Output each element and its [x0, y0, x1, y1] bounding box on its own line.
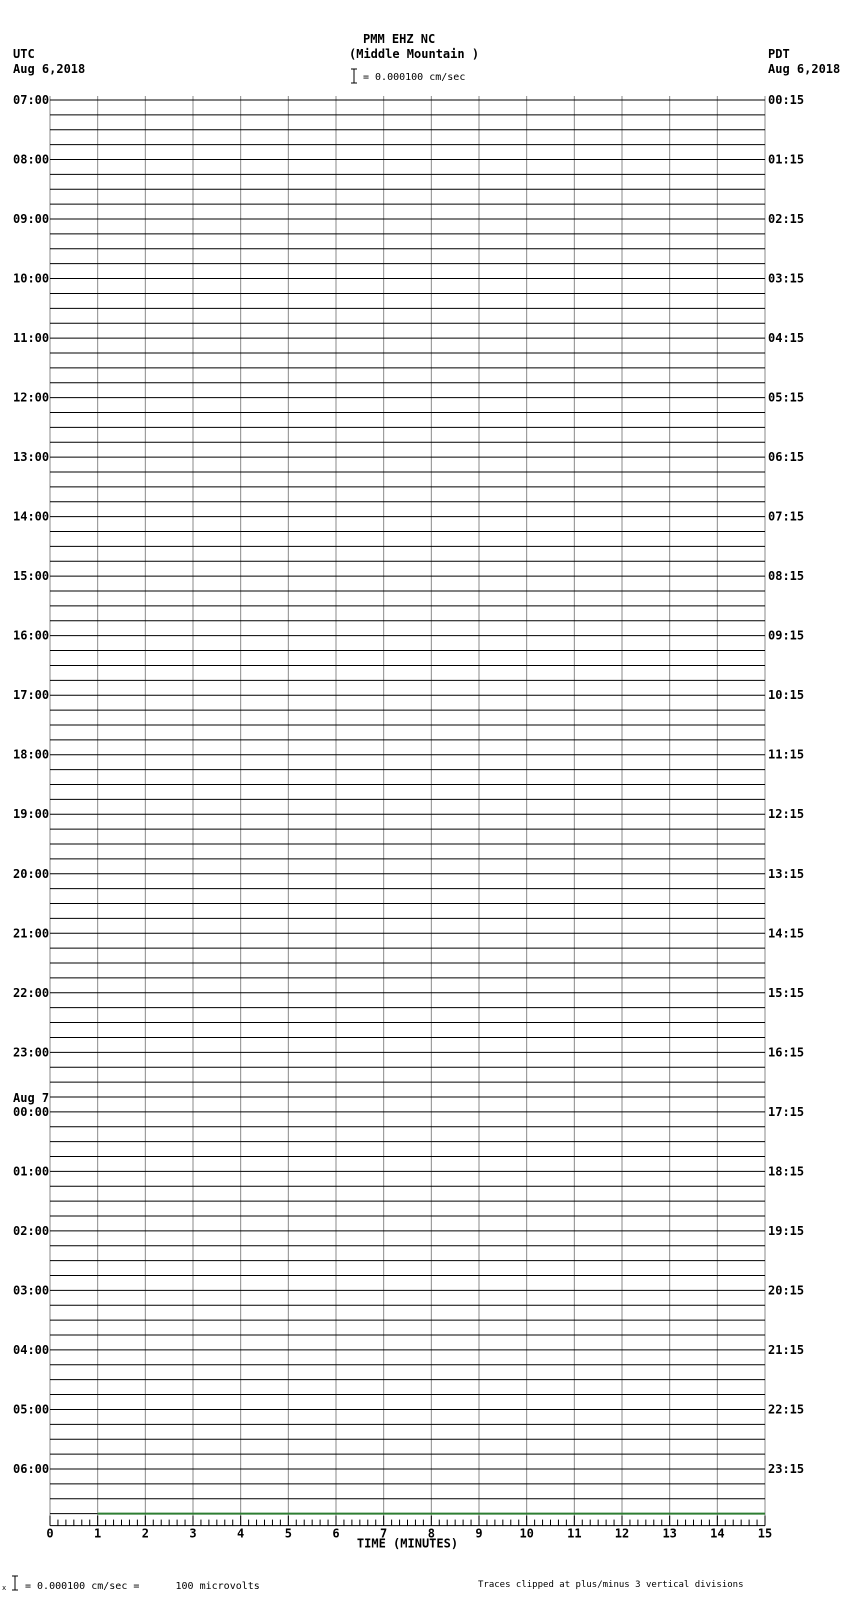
- pdt-hour-label: 04:15: [768, 331, 805, 346]
- pdt-hour-label: 20:15: [768, 1283, 805, 1298]
- x-tick-label: 9: [475, 1526, 483, 1541]
- utc-hour-label: 07:00: [13, 93, 50, 107]
- utc-hour-label: 22:00: [13, 985, 50, 1000]
- pdt-hour-label: 17:15: [768, 1104, 805, 1119]
- utc-hour-label: 02:00: [13, 1223, 50, 1238]
- x-tick-label: 11: [567, 1526, 582, 1541]
- x-tick-label: 14: [710, 1526, 725, 1541]
- utc-hour-label: 10:00: [13, 271, 50, 286]
- x-tick-label: 13: [662, 1526, 677, 1541]
- right-timezone: PDT: [768, 47, 790, 61]
- footer-scale-label: = 0.000100 cm/sec = 100 microvolts: [25, 1581, 260, 1592]
- x-tick-label: 7: [380, 1526, 388, 1541]
- utc-hour-label: 13:00: [13, 450, 50, 465]
- utc-hour-label: 06:00: [13, 1461, 50, 1476]
- left-timezone: UTC: [13, 47, 35, 61]
- x-tick-label: 5: [284, 1526, 292, 1541]
- pdt-hour-label: 07:15: [768, 509, 805, 524]
- utc-hour-label: 14:00: [13, 509, 50, 524]
- utc-hour-label: 20:00: [13, 866, 50, 881]
- pdt-hour-label: 23:15: [768, 1461, 805, 1476]
- x-tick-label: 15: [757, 1526, 773, 1541]
- pdt-hour-label: 14:15: [768, 926, 805, 941]
- utc-hour-label: 21:00: [13, 926, 50, 941]
- x-tick-label: 12: [614, 1526, 630, 1541]
- utc-hour-label: 05:00: [13, 1402, 50, 1417]
- scale-label: = 0.000100 cm/sec: [363, 72, 466, 83]
- scale-bar-icon: [351, 69, 357, 83]
- x-axis-title: TIME (MINUTES): [356, 1536, 459, 1551]
- pdt-hour-label: 22:15: [768, 1402, 805, 1417]
- utc-hour-label: 01:00: [13, 1164, 50, 1179]
- clip-note: Traces clipped at plus/minus 3 vertical divisions: [478, 1580, 744, 1590]
- x-tick-label: 6: [332, 1526, 340, 1541]
- utc-hour-label: 16:00: [13, 628, 50, 643]
- utc-hour-label: 17:00: [13, 688, 50, 703]
- utc-hour-label: 09:00: [13, 212, 50, 227]
- station-location: (Middle Mountain ): [349, 47, 480, 61]
- utc-hour-label: 19:00: [13, 807, 50, 822]
- pdt-hour-label: 11:15: [768, 747, 805, 762]
- pdt-hour-label: 12:15: [768, 807, 805, 822]
- pdt-hour-label: 10:15: [768, 688, 805, 703]
- x-tick-label: 4: [237, 1526, 245, 1541]
- pdt-hour-label: 21:15: [768, 1342, 805, 1357]
- utc-hour-label: 04:00: [13, 1342, 50, 1357]
- x-tick-label: 3: [189, 1526, 197, 1541]
- pdt-hour-label: 09:15: [768, 628, 805, 643]
- utc-hour-label: 08:00: [13, 152, 50, 167]
- left-date: Aug 6,2018: [13, 62, 86, 76]
- utc-hour-label: 23:00: [13, 1045, 50, 1060]
- utc-date-label: Aug 7: [13, 1090, 50, 1105]
- footer-scale-bar-icon: [2, 1576, 18, 1592]
- x-tick-label: 0: [46, 1526, 54, 1541]
- pdt-hour-label: 18:15: [768, 1164, 805, 1179]
- x-tick-label: 1: [94, 1526, 102, 1541]
- right-date: Aug 6,2018: [768, 62, 841, 76]
- utc-hour-label: 18:00: [13, 747, 50, 762]
- pdt-hour-label: 15:15: [768, 985, 805, 1000]
- x-tick-label: 10: [519, 1526, 534, 1541]
- pdt-hour-label: 19:15: [768, 1223, 805, 1238]
- x-tick-label: 8: [427, 1526, 435, 1541]
- utc-hour-label: 12:00: [13, 390, 50, 405]
- utc-hour-label: 03:00: [13, 1283, 50, 1298]
- utc-hour-label: 15:00: [13, 569, 50, 584]
- svg-text:x: x: [2, 1584, 7, 1592]
- utc-hour-label: 00:00: [13, 1104, 50, 1119]
- pdt-hour-label: 00:15: [768, 93, 805, 107]
- pdt-hour-label: 16:15: [768, 1045, 805, 1060]
- pdt-hour-label: 02:15: [768, 212, 805, 227]
- utc-hour-label: 11:00: [13, 331, 50, 346]
- pdt-hour-label: 06:15: [768, 450, 805, 465]
- station-title: PMM EHZ NC: [363, 32, 436, 46]
- pdt-hour-label: 05:15: [768, 390, 805, 405]
- pdt-hour-label: 01:15: [768, 152, 805, 167]
- pdt-hour-label: 08:15: [768, 569, 805, 584]
- pdt-hour-label: 03:15: [768, 271, 805, 286]
- x-tick-label: 2: [141, 1526, 149, 1541]
- pdt-hour-label: 13:15: [768, 866, 805, 881]
